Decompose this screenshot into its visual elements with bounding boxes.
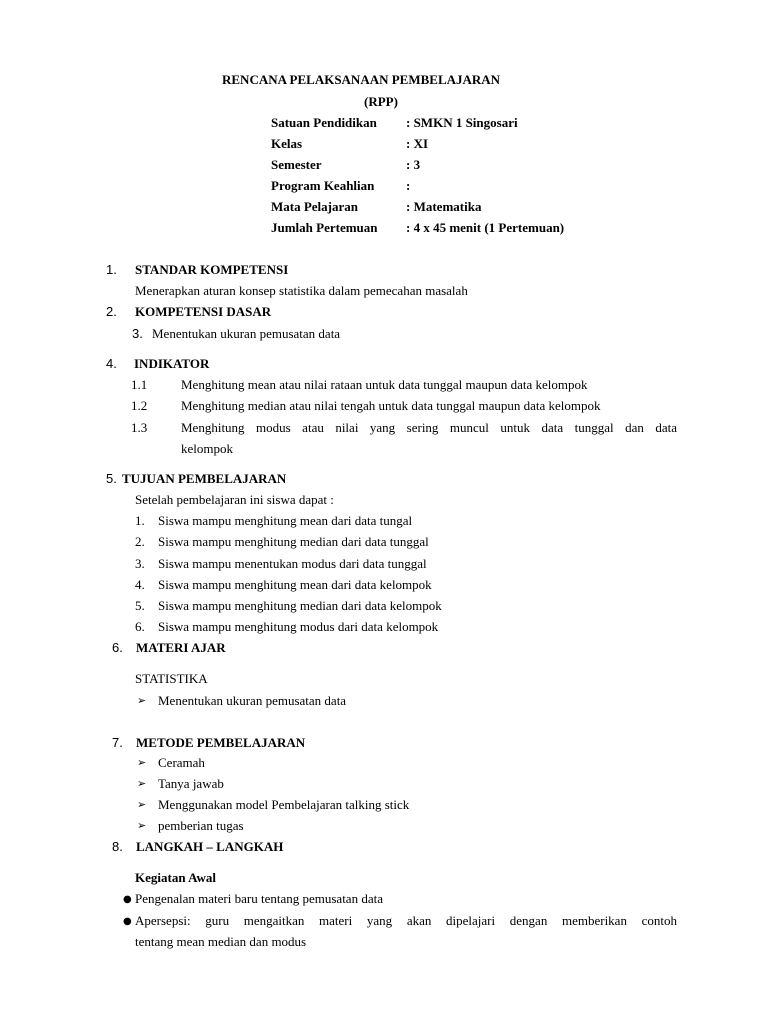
- section-title: MATERI AJAR: [136, 640, 226, 655]
- info-label: Satuan Pendidikan: [271, 115, 377, 130]
- arrowhead-bullet-icon: ➢: [137, 819, 147, 832]
- round-bullet-icon: ●: [123, 894, 132, 905]
- list-number: 2.: [135, 534, 145, 549]
- list-number: 3.: [135, 556, 145, 571]
- section-number: 1.: [106, 262, 117, 277]
- indicator-text: Menghitung mean atau nilai rataan untuk data tunggal maupun data kelompok: [181, 377, 588, 392]
- document-title: RENCANA PELAKSANAAN PEMBELAJARAN: [222, 72, 501, 87]
- list-number: 5.: [135, 598, 145, 613]
- document-subtitle: (RPP): [364, 94, 398, 109]
- bullet-text: Menentukan ukuran pemusatan data: [158, 693, 347, 708]
- list-text: Siswa mampu menghitung modus dari data kelompok: [158, 619, 439, 634]
- list-text: Siswa mampu menghitung mean dari data tungal: [158, 513, 413, 528]
- bullet-text: Apersepsi: guru mengaitkan materi yang akan dipelajari dengan memberikan contoh: [135, 913, 677, 928]
- bullet-text: Pengenalan materi baru tentang pemusatan data: [135, 891, 383, 906]
- indicator-text-continued: kelompok: [181, 441, 233, 456]
- section-subtitle: STATISTIKA: [135, 671, 208, 686]
- indicator-text: Menghitung modus atau nilai yang sering muncul untuk data tunggal dan data: [181, 420, 677, 435]
- indicator-text: Menghitung median atau nilai tengah untuk data tunggal maupun data kelompok: [181, 398, 601, 413]
- bullet-text-continued: tentang mean median dan modus: [135, 934, 307, 949]
- info-label: Jumlah Pertemuan: [271, 220, 378, 235]
- info-label: Kelas: [271, 136, 303, 151]
- info-value: :: [406, 178, 411, 193]
- section-title: METODE PEMBELAJARAN: [136, 735, 306, 750]
- list-text: Siswa mampu menghitung median dari data kelompok: [158, 598, 442, 613]
- section-title: LANGKAH – LANGKAH: [136, 839, 284, 854]
- info-label: Mata Pelajaran: [271, 199, 359, 214]
- info-value: : SMKN 1 Singosari: [406, 115, 518, 130]
- subheading: Kegiatan Awal: [135, 870, 217, 885]
- info-label: Semester: [271, 157, 322, 172]
- info-value: : XI: [406, 136, 429, 151]
- section-text: Menerapkan aturan konsep statistika dalam pemecahan masalah: [135, 283, 468, 298]
- section-number: 5.: [106, 471, 117, 486]
- section-number: 2.: [106, 304, 117, 319]
- list-text: Siswa mampu menghitung mean dari data kelompok: [158, 577, 432, 592]
- list-text: Siswa mampu menentukan modus dari data tunggal: [158, 556, 427, 571]
- section-number: 8.: [112, 839, 123, 854]
- bullet-text: Tanya jawab: [158, 776, 224, 791]
- indicator-number: 1.2: [131, 398, 148, 413]
- bullet-text: pemberian tugas: [158, 818, 244, 833]
- list-number: 3.: [132, 326, 143, 341]
- arrowhead-bullet-icon: ➢: [137, 798, 147, 811]
- section-number: 4.: [106, 356, 117, 371]
- arrowhead-bullet-icon: ➢: [137, 777, 147, 790]
- round-bullet-icon: ●: [123, 916, 132, 927]
- info-value: : Matematika: [406, 199, 482, 214]
- indicator-number: 1.3: [131, 420, 148, 435]
- list-number: 4.: [135, 577, 145, 592]
- section-title: INDIKATOR: [134, 356, 210, 371]
- info-label: Program Keahlian: [271, 178, 375, 193]
- info-value: : 4 x 45 menit (1 Pertemuan): [406, 220, 565, 235]
- list-number: 1.: [135, 513, 145, 528]
- info-value: : 3: [406, 157, 421, 172]
- list-number: 6.: [135, 619, 145, 634]
- bullet-text: Ceramah: [158, 755, 205, 770]
- section-number: 6.: [112, 640, 123, 655]
- arrowhead-bullet-icon: ➢: [137, 756, 147, 769]
- indicator-number: 1.1: [131, 377, 148, 392]
- section-number: 7.: [112, 735, 123, 750]
- section-title: STANDAR KOMPETENSI: [135, 262, 289, 277]
- section-intro: Setelah pembelajaran ini siswa dapat :: [135, 492, 334, 507]
- bullet-text: Menggunakan model Pembelajaran talking stick: [158, 797, 410, 812]
- list-text: Menentukan ukuran pemusatan data: [152, 326, 341, 341]
- section-title: TUJUAN PEMBELAJARAN: [122, 471, 287, 486]
- list-text: Siswa mampu menghitung median dari data tunggal: [158, 534, 429, 549]
- arrowhead-bullet-icon: ➢: [137, 694, 147, 707]
- section-title: KOMPETENSI DASAR: [135, 304, 272, 319]
